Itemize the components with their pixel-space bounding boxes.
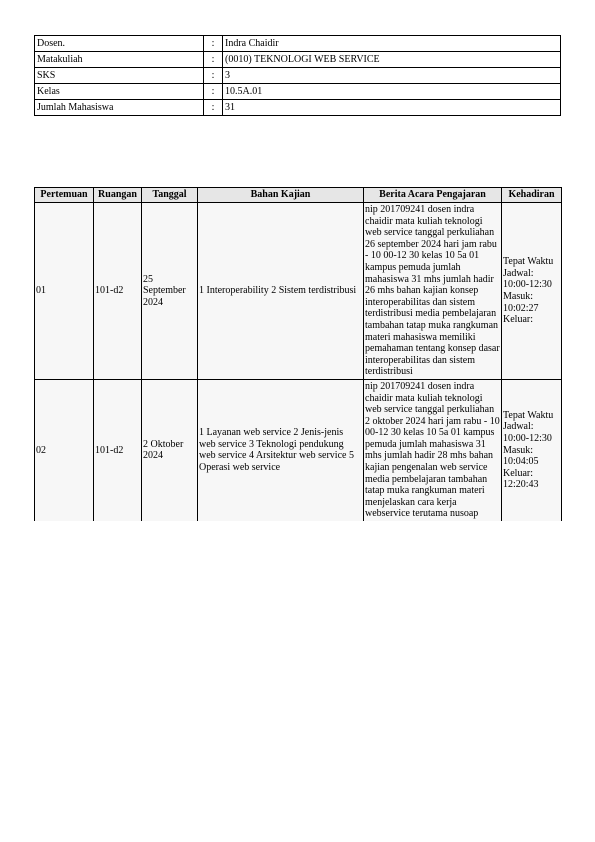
info-label: Jumlah Mahasiswa [35,100,204,116]
cell-ruangan: 101-d2 [94,203,142,380]
info-value: (0010) TEKNOLOGI WEB SERVICE [223,52,561,68]
header-kehadiran: Kehadiran [502,188,562,203]
cell-ruangan: 101-d2 [94,379,142,521]
cell-pertemuan: 02 [35,379,94,521]
info-separator: : [204,52,223,68]
cell-tanggal: 2 Oktober 2024 [142,379,198,521]
header-tanggal: Tanggal [142,188,198,203]
cell-bahan-kajian: 1 Interoperability 2 Sistem terdistribusi [198,203,364,380]
cell-tanggal: 25 September 2024 [142,203,198,380]
info-label: Matakuliah [35,52,204,68]
info-row-dosen [35,36,561,52]
header-pertemuan: Pertemuan [35,188,94,203]
cell-berita-acara: nip 201709241 dosen indra chaidir mata kuliah teknologi web service tanggal perkuliahan 2 oktober 2024 hari jam rabu - 10 00-12 30 kelas 10 5a 01 kampus pemuda jumlah mahasiswa 31 mhs jumlah hadir 28 mhs bahan kajian pengenalan web service media pembelajaran tambahan tatap muka rangkuman materi menjelaskan cara kerja webservice terutama nusoap [365,380,500,520]
info-row-matakuliah [35,52,561,68]
cell-kehadiran: Tepat Waktu Jadwal: 10:00-12:30 Masuk: 10:02:27 Keluar: [502,203,562,380]
info-row-jumlah-mahasiswa [35,100,561,116]
table-row [35,379,562,521]
cell-pertemuan: 01 [35,203,94,380]
info-row-kelas [35,84,561,100]
info-label: Kelas [35,84,204,100]
info-separator: : [204,68,223,84]
cell-berita-acara: nip 201709241 dosen indra chaidir mata kuliah teknologi web service tanggal perkuliahan 26 september 2024 hari jam rabu - 10 00-12 30 kelas 10 5a 01 kampus pemuda jumlah mahasiswa 31 mhs jumlah hadir 26 mhs bahan kajian konsep interoperabilitas dan sistem terdistribusi media pembelajaran tambahan tatap muka rangkuman materi mahasiswa memiliki pemahaman tentang konsep dasar interoperabilitas dan sistem terdistribusi [364,203,502,380]
course-info-table [34,35,561,116]
info-label: Dosen. [35,36,204,52]
attendance-table [34,187,562,521]
info-value: 31 [223,100,561,116]
info-separator: : [204,36,223,52]
info-row-sks [35,68,561,84]
header-berita-acara: Berita Acara Pengajaran [364,188,502,203]
table-row [35,203,562,380]
info-separator: : [204,84,223,100]
info-separator: : [204,100,223,116]
info-value: Indra Chaidir [223,36,561,52]
table-header-row [35,188,562,203]
header-ruangan: Ruangan [94,188,142,203]
info-label: SKS [35,68,204,84]
cell-kehadiran: Tepat Waktu Jadwal: 10:00-12:30 Masuk: 10:04:05 Keluar: 12:20:43 [502,379,562,521]
info-value: 10.5A.01 [223,84,561,100]
info-value: 3 [223,68,561,84]
cell-bahan-kajian: 1 Layanan web service 2 Jenis-jenis web service 3 Teknologi pendukung web service 4 Arsitektur web service 5 Operasi web service [198,379,364,521]
header-bahan-kajian: Bahan Kajian [198,188,364,203]
